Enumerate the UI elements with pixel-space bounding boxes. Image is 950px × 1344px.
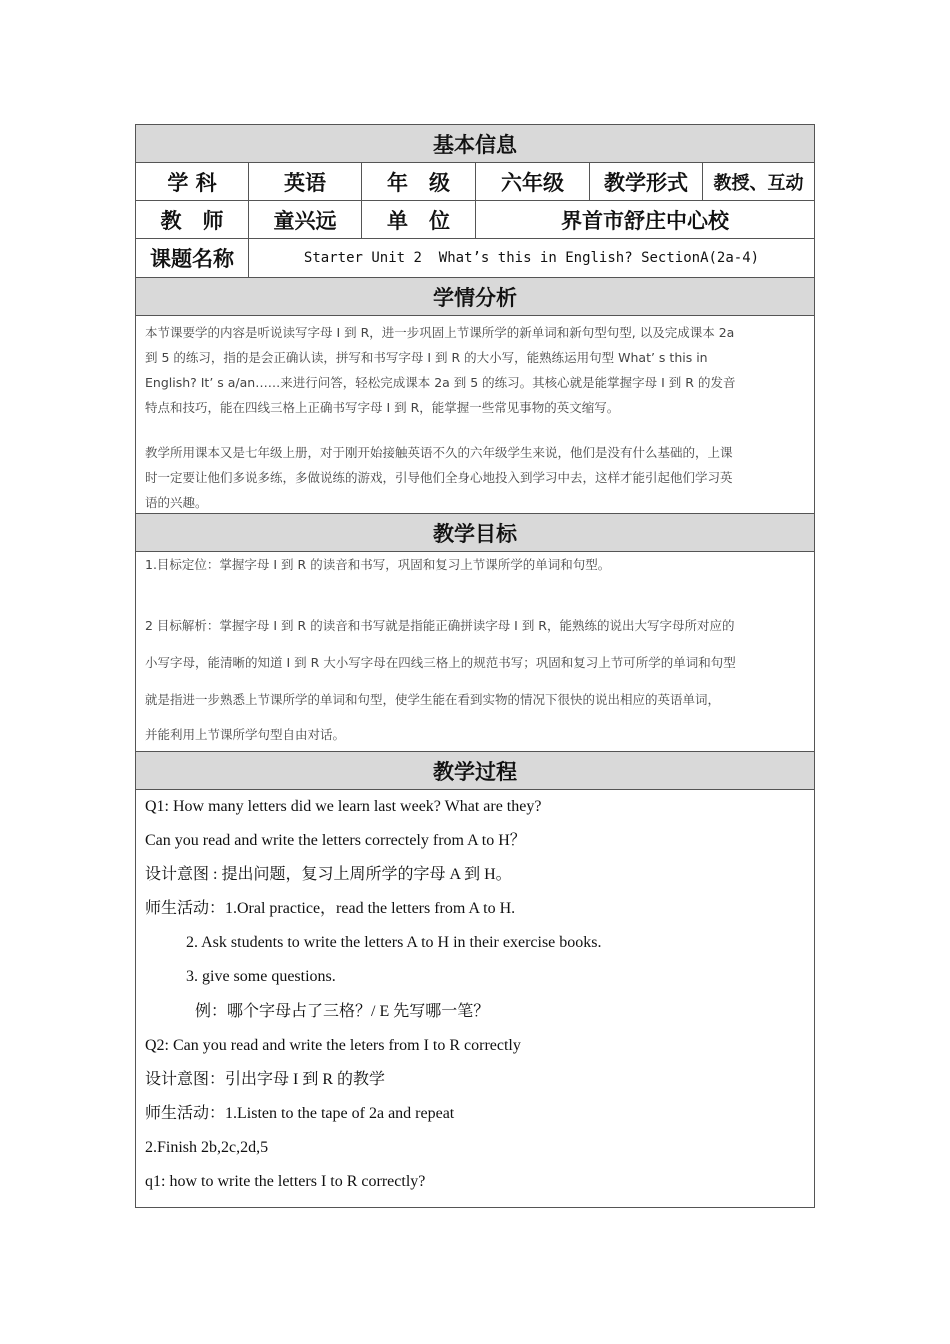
subject-label: 学 科 [136,163,249,200]
section-heading-analysis [136,278,814,316]
analysis-line: 本节课要学的内容是听说读写字母 I 到 R，进一步巩固上节课所学的新单词和新句型句型, 以及完成课本 2a [145,325,735,340]
process-body [136,790,814,1207]
topic-value: Starter Unit 2 What’s this in English? SectionA(2a-4) [303,250,760,266]
goal-line: 2 目标解析：掌握字母 I 到 R 的读音和书写就是指能正确拼读字母 I 到 R，能熟练的说出大写字母所对应的 [145,618,735,633]
process-line: 师生活动：1.Listen to the tape of 2a and repeat [145,1104,455,1122]
section-heading-goals [136,514,814,552]
process-line: Can you read and write the letters correctely from A to H？ [145,832,526,850]
process-line: 2. Ask students to write the letters A to H in their exercise books. [186,934,602,952]
analysis-line [145,420,806,440]
analysis-text [136,316,814,515]
info-row-teacher [136,201,814,239]
grade-label: 年 级 [362,163,476,200]
section-title: 基本信息 [433,132,517,157]
analysis-body [136,316,814,514]
subject-value: 英语 [249,163,362,200]
process-line: 师生活动：1.Oral practice，read the letters from A to H. [145,900,516,918]
analysis-line: 时一定要让他们多说多练，多做说练的游戏，引导他们全身心地投入到学习中去，这样才能引起他们学习英 [145,470,733,485]
section-title: 教学目标 [433,521,517,546]
section-title: 教学过程 [433,759,517,784]
analysis-line: 语的兴趣。 [145,495,208,510]
lesson-plan-table [135,124,815,1208]
analysis-line: 到 5 的练习，指的是会正确认读，拼写和书写字母 I 到 R 的大小写，能熟练运用句型 What’ s this in [145,350,708,365]
unit-value: 界首市舒庄中心校 [561,208,729,233]
process-line: 2.Finish 2b,2c,2d,5 [145,1138,269,1156]
goals-body [136,552,814,752]
process-line: 设计意图 : 提出问题，复习上周所学的字母 A 到 H。 [145,866,512,884]
process-line: 3. give some questions. [186,968,336,986]
section-heading-basic-info [136,125,814,163]
analysis-line: 特点和技巧，能在四线三格上正确书写字母 I 到 R，能掌握一些常见事物的英文缩写。 [145,400,620,415]
topic-label: 课题名称 [136,239,249,277]
grade-value: 六年级 [476,163,590,200]
goals-text [136,552,814,751]
teacher-label: 教 师 [136,201,249,238]
process-line: Q1: How many letters did we learn last week? What are they? [145,798,542,815]
teacher-value: 童兴远 [249,201,362,238]
analysis-line: English? It’ s a/an……来进行问答，轻松完成课本 2a 到 5 的练习。其核心就是能掌握字母 I 到 R 的发音 [145,375,736,390]
process-line: Q2: Can you read and write the leters from I to R correctly [145,1036,521,1054]
goal-line: 小写字母，能清晰的知道 I 到 R 大小写字母在四线三格上的规范书写；巩固和复习上节可所学的单词和句型 [145,655,736,670]
process-line: 例：哪个字母占了三格？/ E 先写哪一笔？ [195,1002,490,1020]
info-row-subject [136,163,814,201]
teaching-form-value: 教授、互动 [713,172,804,194]
teaching-form-label: 教学形式 [590,163,703,200]
section-heading-process [136,752,814,790]
process-line: 设计意图：引出字母 I 到 R 的教学 [145,1070,386,1088]
section-title: 学情分析 [433,285,517,310]
goal-line: 就是指进一步熟悉上节课所学的单词和句型，使学生能在看到实物的情况下很快的说出相应的英语单词， [145,692,721,707]
process-text [136,790,814,1207]
analysis-line: 教学所用课本又是七年级上册，对于刚开始接触英语不久的六年级学生来说，他们是没有什么基础的，上课 [145,445,733,460]
goal-line [145,577,806,607]
info-row-topic [136,239,814,278]
process-line: q1: how to write the letters I to R correctly? [145,1173,426,1191]
unit-label: 单 位 [362,201,476,238]
goal-line: 并能利用上节课所学句型自由对话。 [145,727,346,742]
goal-line: 1.目标定位：掌握字母 I 到 R 的读音和书写，巩固和复习上节课所学的单词和句型。 [145,557,611,572]
